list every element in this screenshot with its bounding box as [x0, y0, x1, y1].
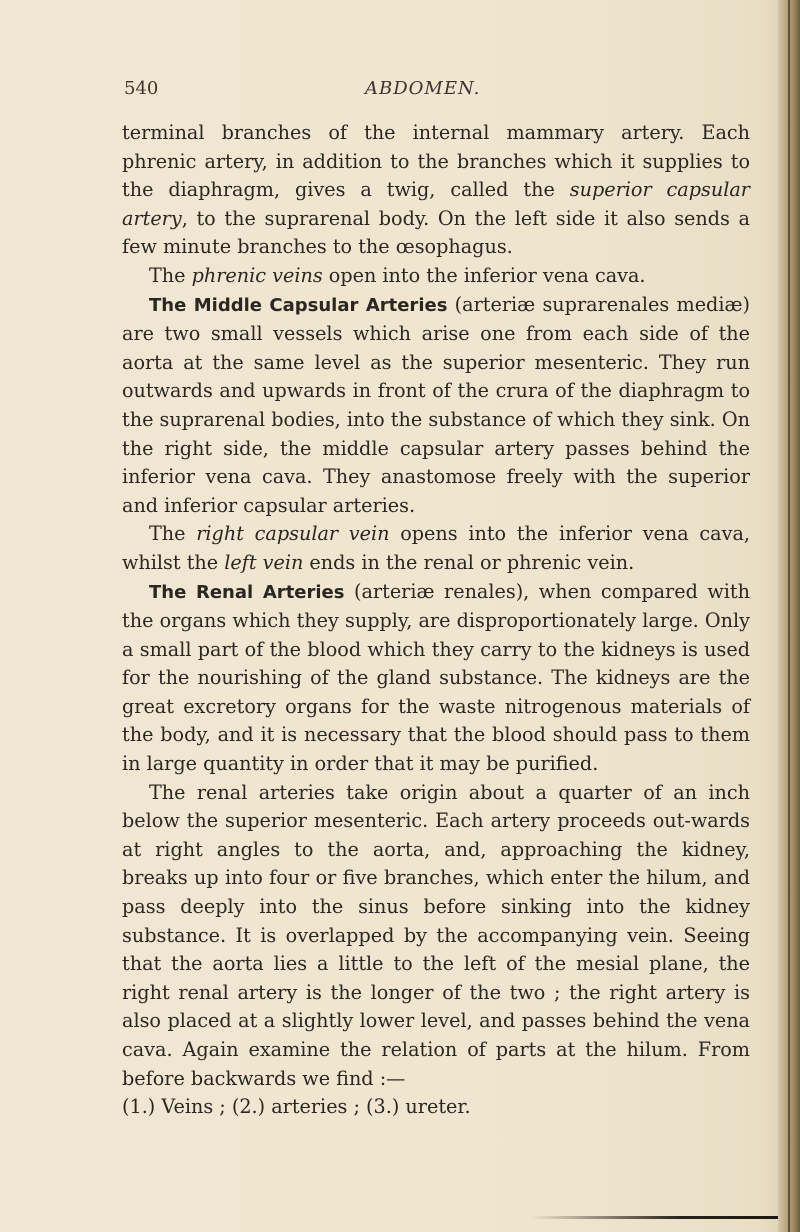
- page-number: 540: [124, 78, 159, 99]
- paragraph-capsular-veins: The right capsular vein opens into the inferior vena cava, whilst the left vein ends in the renal or phrenic vein.: [122, 522, 750, 574]
- paragraph-renal-origin: The renal arteries take origin about a quarter of an inch below the superior mesenteric. Each artery proceeds out-wards at right angles to the aorta, and, approaching the kidney, breaks up into four or five branches, which enter the hilum, and pass deeply into the sinus before sinking into the kidney substance. It is overlapped by the accompanying vein. Seeing that the aorta lies a little to the left of the mesial plane, the right renal artery is the longer of the two ; the right artery is also placed at a slightly lower level, and passes behind the vena cava. Again examine the relation of parts at the hilum. From before backwards we find :—: [122, 780, 750, 1090]
- paragraph-renal-arteries: The Renal Arteries (arteriæ renales), when compared with the organs which they supply, are disproportionately large. Only a small part of the blood which they carry to the kidneys is used for the nourishing of the gland substance. The kidneys are the great excretory organs for the waste nitrogenous materials of the body, and it is necessary that the blood should pass to them in large quantity in order that it may be purified.: [122, 579, 751, 776]
- paragraph-hilum-list: (1.) Veins ; (2.) arteries ; (3.) ureter.: [122, 1095, 471, 1119]
- paragraph-phrenic-veins: The phrenic veins open into the inferior vena cava.: [149, 263, 646, 287]
- paragraph-phrenic-artery: terminal branches of the internal mammary artery. Each phrenic artery, in addition to the branches which it supplies to the diaphragm, gives a twig, called the superior capsular artery, to the suprarenal body. On the left side it also sends a few minute branches to the œsophagus.: [122, 121, 750, 259]
- term-superior-capsular-artery: superior capsular artery: [122, 178, 750, 230]
- body-text: [122, 119, 750, 1122]
- bottom-shadow-rule: [530, 1216, 780, 1219]
- term-left-vein: left vein: [224, 550, 304, 574]
- page-edge-line: [788, 0, 790, 1232]
- term-phrenic-veins: phrenic veins: [191, 263, 323, 287]
- heading-renal-arteries: The Renal Arteries: [149, 581, 345, 603]
- page-header: [0, 78, 800, 102]
- heading-middle-capsular-arteries: The Middle Capsular Arteries: [149, 294, 448, 316]
- paragraph-middle-capsular-arteries: The Middle Capsular Arteries (arteriæ suprarenales mediæ) are two small vessels which arise one from each side of the aorta at the same level as the superior mesenteric. They run outwards and upwards in front of the crura of the diaphragm to the suprarenal bodies, into the substance of which they sink. On the right side, the middle capsular artery passes behind the inferior vena cava. They anastomose freely with the superior and inferior capsular arteries.: [122, 292, 750, 517]
- term-right-capsular-vein: right capsular vein: [196, 522, 390, 546]
- running-head: ABDOMEN.: [365, 78, 481, 99]
